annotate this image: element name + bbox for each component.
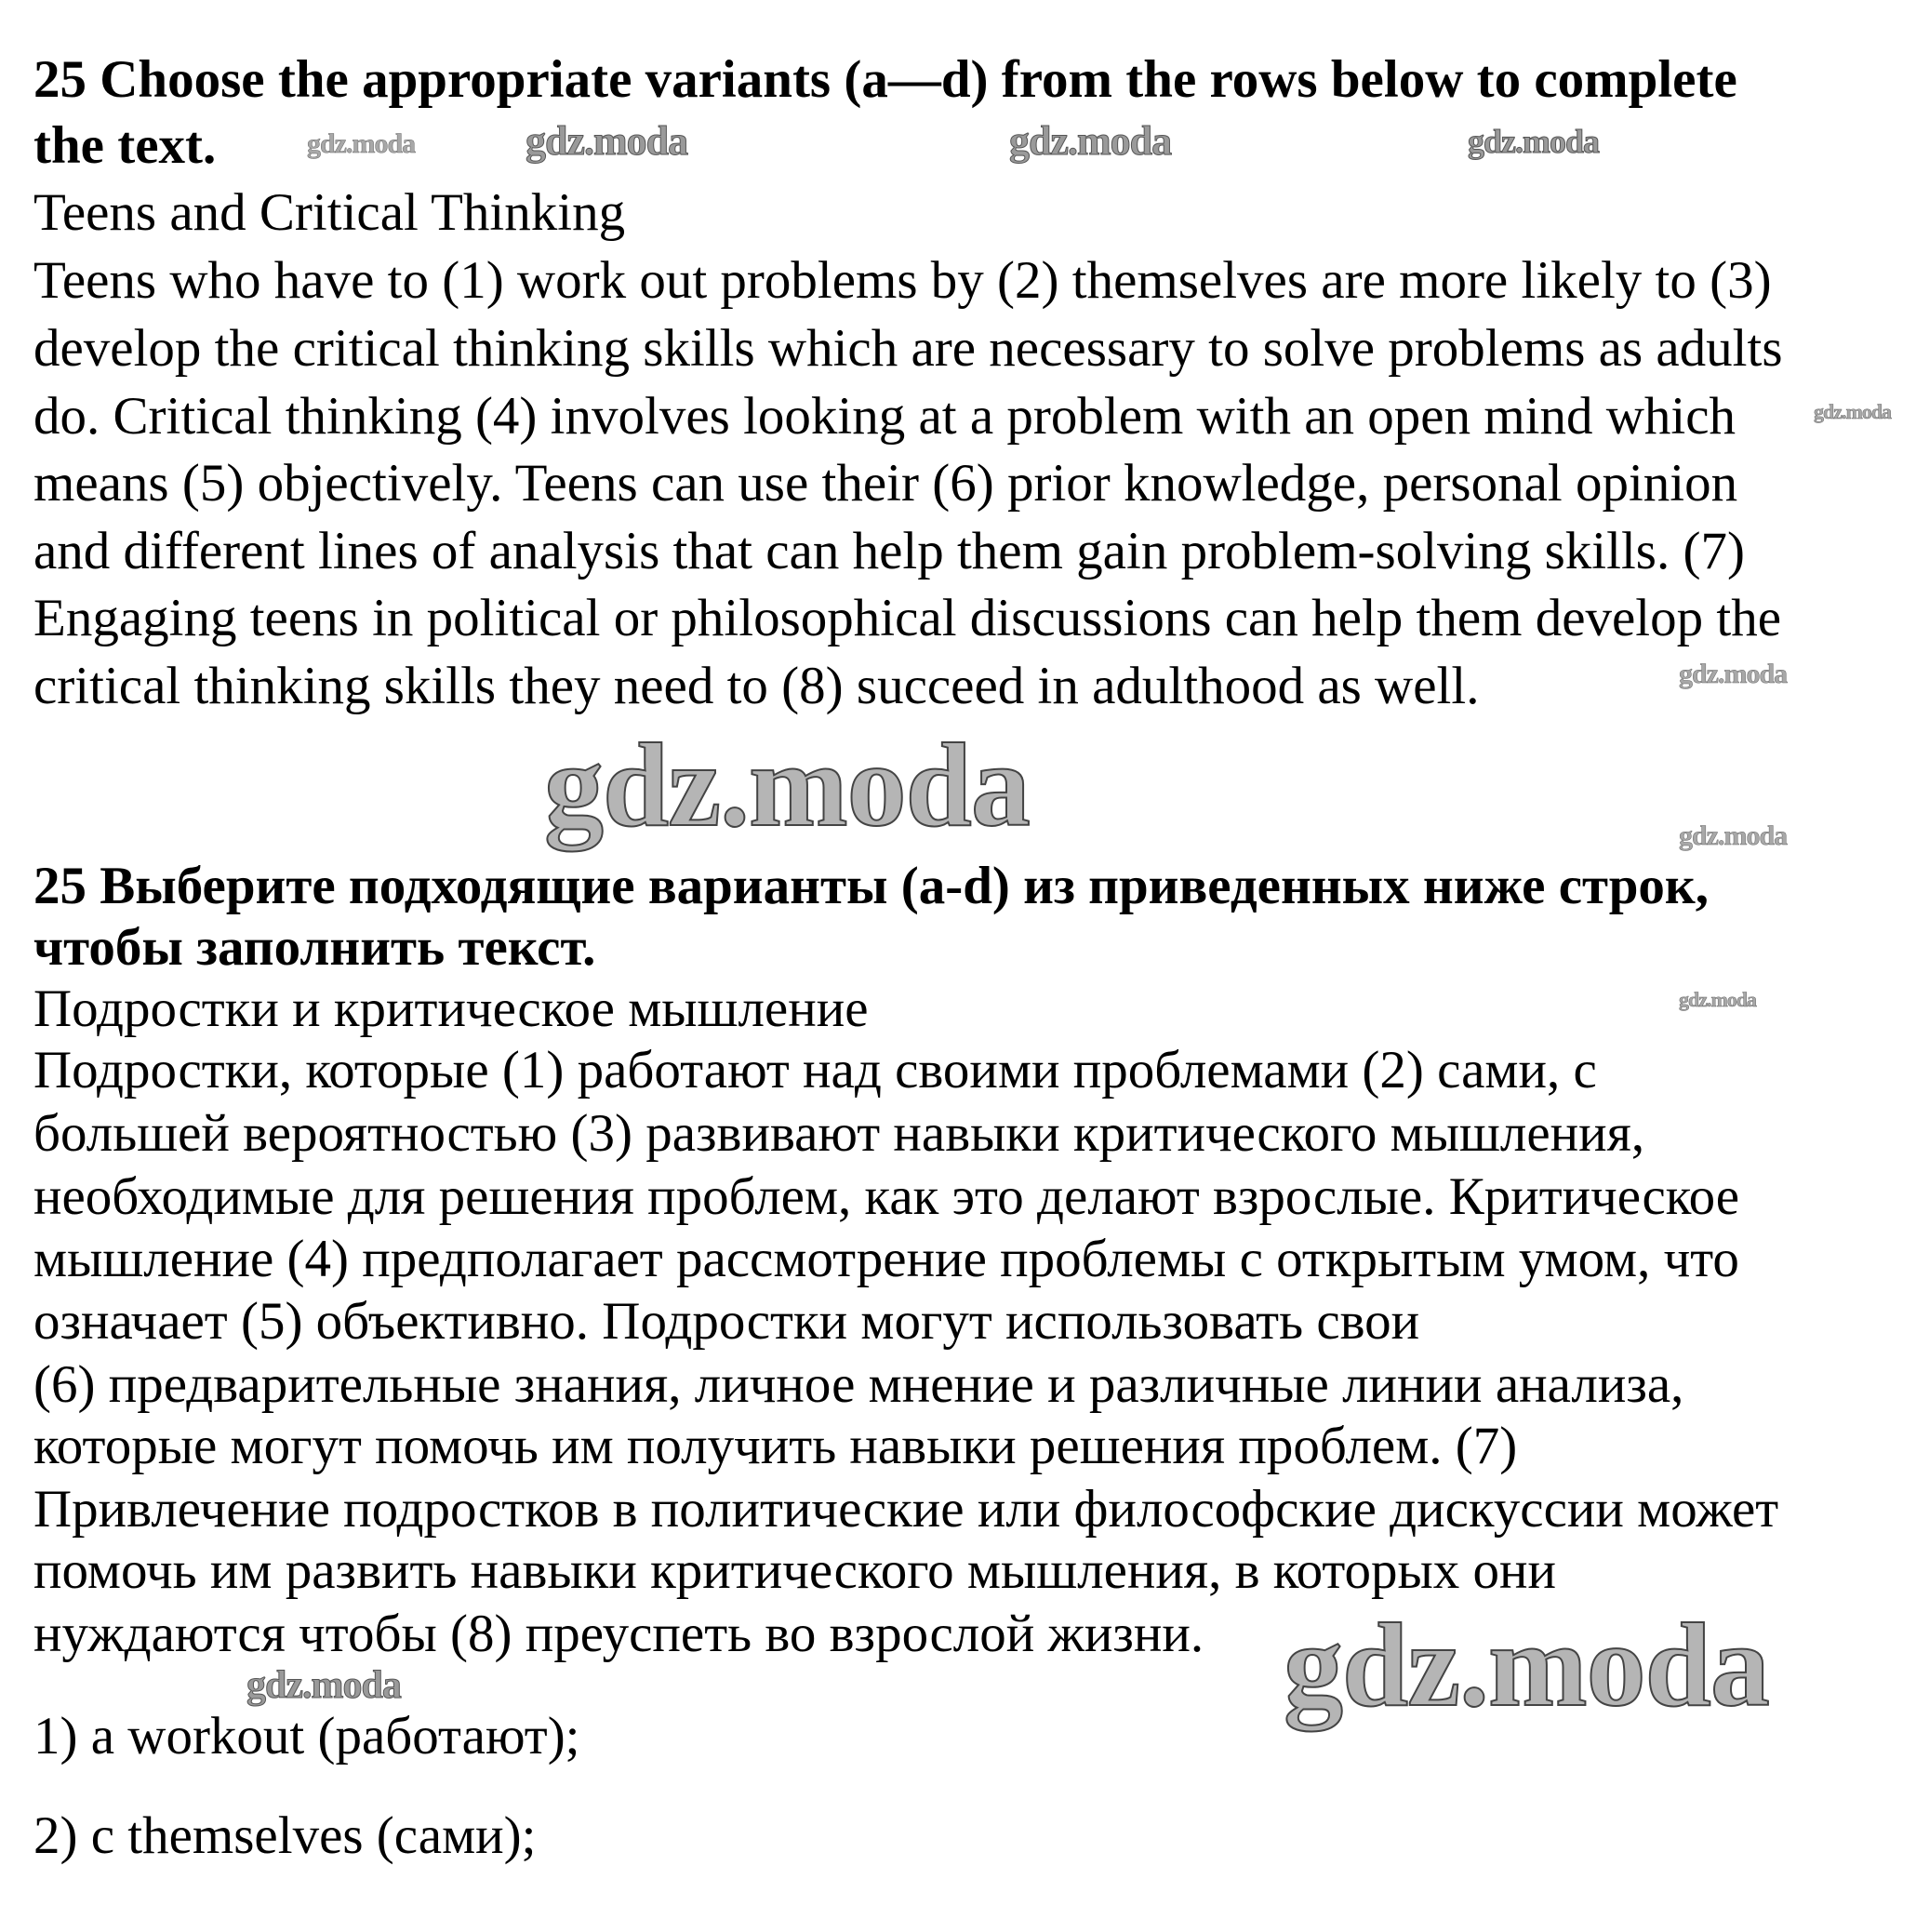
body-line-ru: помочь им развить навыки критического мышления, в которых они <box>33 1541 1557 1600</box>
watermark-large: gdz.moda <box>544 719 1030 851</box>
watermark-large: gdz.moda <box>1284 1599 1769 1731</box>
watermark: gdz.moda <box>1679 988 1757 1011</box>
exercise-title-ru: 25 Выберите подходящие варианты (a-d) из приведенных ниже строк, <box>33 857 1710 915</box>
text-subtitle: Teens and Critical Thinking <box>33 183 626 242</box>
body-line-ru: нуждаются чтобы (8) преуспеть во взрослой жизни. <box>33 1605 1204 1663</box>
body-line-ru: (6) предварительные знания, личное мнение и различные линии анализа, <box>33 1355 1684 1414</box>
body-line: do. Critical thinking (4) involves looking at a problem with an open mind which <box>33 387 1736 446</box>
body-line: Engaging teens in political or philosophical discussions can help them develop the <box>33 589 1782 647</box>
body-line-ru: необходимые для решения проблем, как это делают взрослые. Критическое <box>33 1167 1740 1226</box>
watermark: gdz.moda <box>307 128 416 159</box>
exercise-title-ru: чтобы заполнить текст. <box>33 918 596 977</box>
answer-item: 2) c themselves (сами); <box>33 1806 537 1865</box>
body-line: develop the critical thinking skills which are necessary to solve problems as adults <box>33 319 1783 378</box>
body-line-ru: означает (5) объективно. Подростки могут использовать свои <box>33 1292 1420 1351</box>
body-line: Teens who have to (1) work out problems by (2) themselves are more likely to (3) <box>33 251 1772 310</box>
watermark: gdz.moda <box>1679 659 1788 689</box>
exercise-title: 25 Choose the appropriate variants (a—d) from the rows below to complete <box>33 50 1737 109</box>
body-line: and different lines of analysis that can help them gain problem-solving skills. (7) <box>33 522 1745 580</box>
watermark: gdz.moda <box>1679 820 1788 851</box>
watermark: gdz.moda <box>1468 123 1600 160</box>
body-line-ru: которые могут помочь им получить навыки решения проблем. (7) <box>33 1417 1518 1475</box>
body-line-ru: Привлечение подростков в политические или философские дискуссии может <box>33 1480 1779 1539</box>
watermark: gdz.moda <box>1009 118 1172 164</box>
body-line: critical thinking skills they need to (8) succeed in adulthood as well. <box>33 657 1480 715</box>
body-line-ru: Подростки, которые (1) работают над своими проблемами (2) сами, с <box>33 1041 1597 1099</box>
body-line-ru: мышление (4) предполагает рассмотрение проблемы с открытым умом, что <box>33 1230 1739 1288</box>
exercise-title: the text. <box>33 116 217 175</box>
answer-item: 1) a workout (работают); <box>33 1707 580 1765</box>
text-subtitle-ru: Подростки и критическое мышление <box>33 979 869 1038</box>
watermark: gdz.moda <box>1814 400 1892 423</box>
body-line-ru: большей вероятностью (3) развивают навыки критического мышления, <box>33 1104 1645 1163</box>
watermark: gdz.moda <box>246 1664 401 1707</box>
watermark: gdz.moda <box>526 118 688 164</box>
body-line: means (5) objectively. Teens can use their (6) prior knowledge, personal opinion <box>33 454 1738 513</box>
